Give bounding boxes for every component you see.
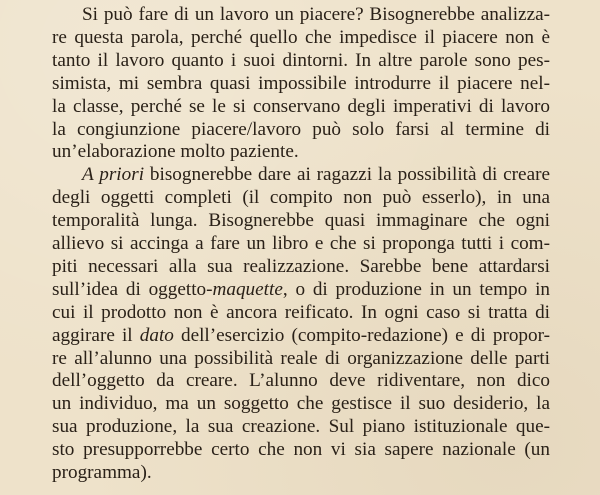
paragraph-2-line-11: un individuo, ma un soggetto che gestisce il suo desiderio, la [52,393,550,415]
paragraph-1-line-1: Si può fare di un lavoro un piacere? Bisognerebbe analizza- [82,4,550,25]
paragraph-2-line-2: degli oggetti completi (il compito non può esserlo), in una [52,187,550,209]
paragraph-2-line-6-b: , o di produzione in un tempo in [282,278,550,300]
italic-a-priori: A priori [82,164,145,186]
paragraph-2-line-10: dell’oggetto da creare. L’alunno deve ridiventare, non dico [52,370,550,392]
paragraph-2-line-13: sto presupporrebbe certo che non vi sia sapere nazionale (un [52,439,550,461]
paragraph-2-line-1 [82,164,550,187]
paragraph-2-line-1-rest: bisognerebbe dare ai ragazzi la possibilità di creare [144,164,550,186]
paragraph-1-line-3: tanto il lavoro quanto i suoi dintorni. In altre parole sono pes- [52,49,550,71]
paragraph-2-line-7: cui il prodotto non è ancora reificato. In ogni caso si tratta di [52,301,550,323]
paragraph-2-line-5: piti necessari alla sua realizzazione. Sarebbe bene attardarsi [52,255,550,277]
italic-maquette: maquette [212,278,283,300]
paragraph-2-line-8-a: aggirare il [52,324,140,346]
paragraph-1-line-4: simista, mi sembra quasi impossibile introdurre il piacere nel- [52,72,550,94]
paragraph-2-line-8 [52,325,550,348]
paragraph-2-line-3: temporalità lunga. Bisognerebbe quasi immaginare che ogni [52,210,550,232]
paragraph-1-line-6: la congiunzione piacere/lavoro può solo farsi al termine di [52,118,550,140]
paragraph-2-line-9: re all’alunno una possibilità reale di organizzazione delle parti [52,347,550,369]
paragraph-2-line-14: programma). [52,462,152,484]
paragraph-2-line-6 [52,279,550,302]
paragraph-2-line-6-a: sull’idea di oggetto- [52,278,213,300]
paragraph-2-line-12: sua produzione, la sua creazione. Sul piano istituzionale que- [52,416,550,438]
italic-dato: dato [139,324,174,346]
paragraph-2-line-8-b: dell’esercizio (compito-redazione) e di propor- [173,324,551,346]
paragraph-1-line-7: un’elaborazione molto paziente. [52,141,299,163]
paragraph-1-line-2: re questa parola, perché quello che impedisce il piacere non è [52,26,550,48]
paragraph-2-line-4: allievo si accinga a fare un libro e che si proponga tutti i com- [52,233,550,255]
paragraph-1-line-5: la classe, perché se le si conservano degli imperativi di lavoro [52,95,550,117]
